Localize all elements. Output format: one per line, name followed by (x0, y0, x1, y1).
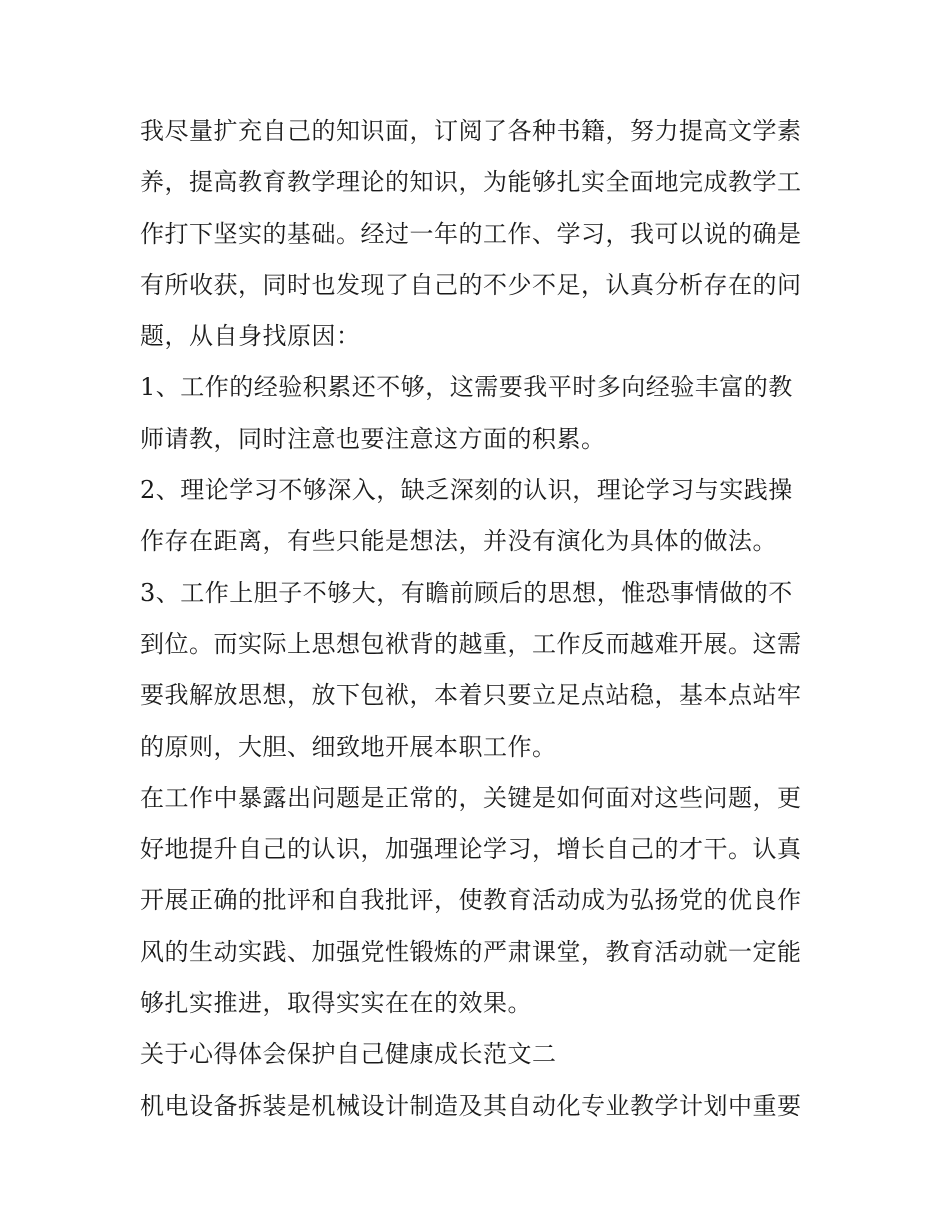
list-item-3-line: 3、工作上胆子不够大，有瞻前顾后的思想，惟恐事情做的不 (140, 578, 793, 607)
text-line: 养，提高教育教学理论的知识，为能够扎实全面地完成教学工 (140, 168, 802, 197)
list-item-3-line: 的原则，大胆、细致地开展本职工作。 (140, 732, 557, 761)
list-item-2-line: 2、理论学习不够深入，缺乏深刻的认识，理论学习与实践操 (140, 476, 793, 505)
text-line: 风的生动实践、加强党性锻炼的严肃课堂，教育活动就一定能 (140, 937, 802, 966)
text-line: 作打下坚实的基础。经过一年的工作、学习，我可以说的确是 (140, 219, 802, 248)
text-line: 题，从自身找原因： (140, 322, 361, 351)
section-heading: 关于心得体会保护自己健康成长范文二 (140, 1040, 557, 1069)
text-line: 机电设备拆装是机械设计制造及其自动化专业教学计划中重要 (140, 1091, 802, 1120)
text-line: 有所收获，同时也发现了自己的不少不足，认真分析存在的问 (140, 270, 802, 299)
list-item-3-line: 到位。而实际上思想包袱背的越重，工作反而越难开展。这需 (140, 629, 802, 658)
list-item-1-line: 师请教，同时注意也要注意这方面的积累。 (140, 424, 606, 453)
text-line: 我尽量扩充自己的知识面，订阅了各种书籍，努力提高文学素 (140, 117, 802, 145)
list-item-1-line: 1、工作的经验积累还不够，这需要我平时多向经验丰富的教 (140, 373, 793, 402)
text-line: 够扎实推进，取得实实在在的效果。 (140, 989, 532, 1018)
text-line: 开展正确的批评和自我批评，使教育活动成为弘扬党的优良作 (140, 886, 802, 915)
list-item-3-line: 要我解放思想，放下包袱，本着只要立足点站稳，基本点站牢 (140, 681, 802, 710)
list-item-2-line: 作存在距离，有些只能是想法，并没有演化为具体的做法。 (140, 527, 777, 556)
document-body (140, 106, 820, 1132)
text-line: 在工作中暴露出问题是正常的，关键是如何面对这些问题，更 (140, 783, 802, 812)
text-line: 好地提升自己的认识，加强理论学习，增长自己的才干。认真 (140, 835, 802, 864)
